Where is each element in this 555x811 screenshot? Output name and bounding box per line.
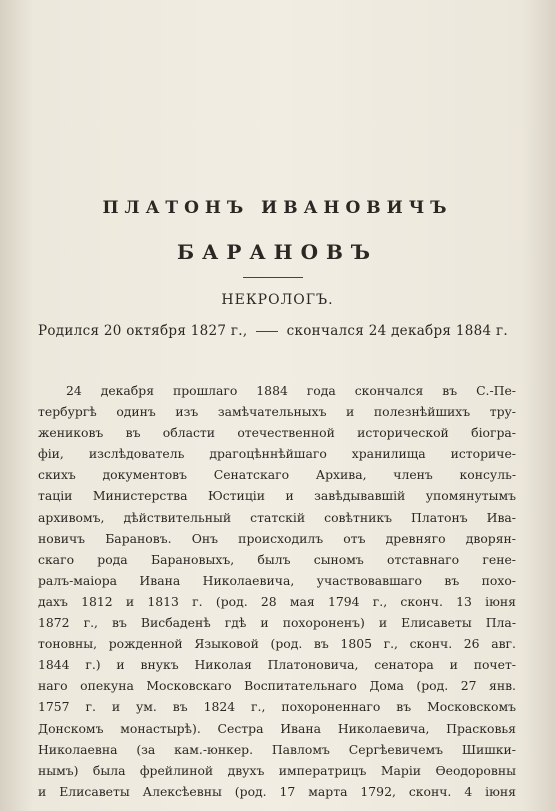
body-line: новичъ Барановъ. Онъ происходилъ отъ древняго дворян-: [38, 530, 516, 546]
body-line: таціи Министерства Юстиціи и завѣдывавшій упомянутымъ: [38, 488, 516, 504]
body-line: Донскомъ монастырѣ). Сестра Ивана Николаевича, Прасковья: [38, 720, 516, 736]
body-line: 24 декабря прошлаго 1884 года скончался въ С.-Пе-: [66, 383, 516, 398]
heading-name: ПЛАТОНЪ ИВАНОВИЧЪ: [102, 198, 453, 218]
death-date: скончался 24 декабря 1884 г.: [286, 323, 508, 339]
subtitle-necrology: НЕКРОЛОГЪ.: [221, 292, 334, 308]
body-line: скихъ документовъ Сенатскаго Архива, членъ консуль-: [38, 467, 516, 483]
heading-surname: БАРАНОВЪ: [176, 240, 379, 264]
body-line: Николаевна (за кам.-юнкер. Павломъ Сергѣевичемъ Шишки-: [38, 741, 516, 757]
body-line: и Елисаветы Алексѣевны (род. 17 марта 1792, сконч. 4 іюня: [38, 783, 516, 799]
title-divider: [243, 277, 303, 278]
body-line: ралъ-маіора Ивана Николаевича, участвовавшаго въ похо-: [38, 572, 516, 588]
body-line: 1872 г., въ Висбаденѣ гдѣ и похороненъ) и Елисаветы Пла-: [38, 615, 516, 631]
body-line: наго опекуна Московскаго Воспитательнаго Дома (род. 27 янв.: [38, 678, 516, 694]
dates-dash: [256, 331, 278, 332]
body-line: архивомъ, дѣйствительный статскій совѣтникъ Платонъ Ива-: [38, 509, 516, 525]
body-line: дахъ 1812 и 1813 г. (род. 28 мая 1794 г., сконч. 13 іюня: [38, 593, 516, 609]
body-line: скаго рода Барановыхъ, былъ сыномъ отставнаго гене-: [38, 551, 516, 567]
body-text: [38, 380, 516, 802]
body-line: фіи, изслѣдователь драгоцѣннѣйшаго хранилища историче-: [38, 446, 516, 462]
body-line: жениковъ въ области отечественной исторической біогра-: [38, 425, 516, 441]
body-line: нымъ) была фрейлиной двухъ императрицъ Маріи Ѳеодоровны: [38, 762, 516, 778]
life-dates: [38, 323, 508, 339]
body-line: 1757 г. и ум. въ 1824 г., похороненнаго въ Московскомъ: [38, 699, 516, 715]
body-line: тербургѣ одинъ изъ замѣчательныхъ и полезнѣйшихъ тру-: [38, 404, 516, 420]
birth-date: Родился 20 октября 1827 г.,: [38, 323, 248, 339]
body-line: 1844 г.) и внукъ Николая Платоновича, сенатора и почет-: [38, 657, 516, 673]
body-line: тоновны, рожденной Языковой (род. въ 1805 г., сконч. 26 авг.: [38, 636, 516, 652]
